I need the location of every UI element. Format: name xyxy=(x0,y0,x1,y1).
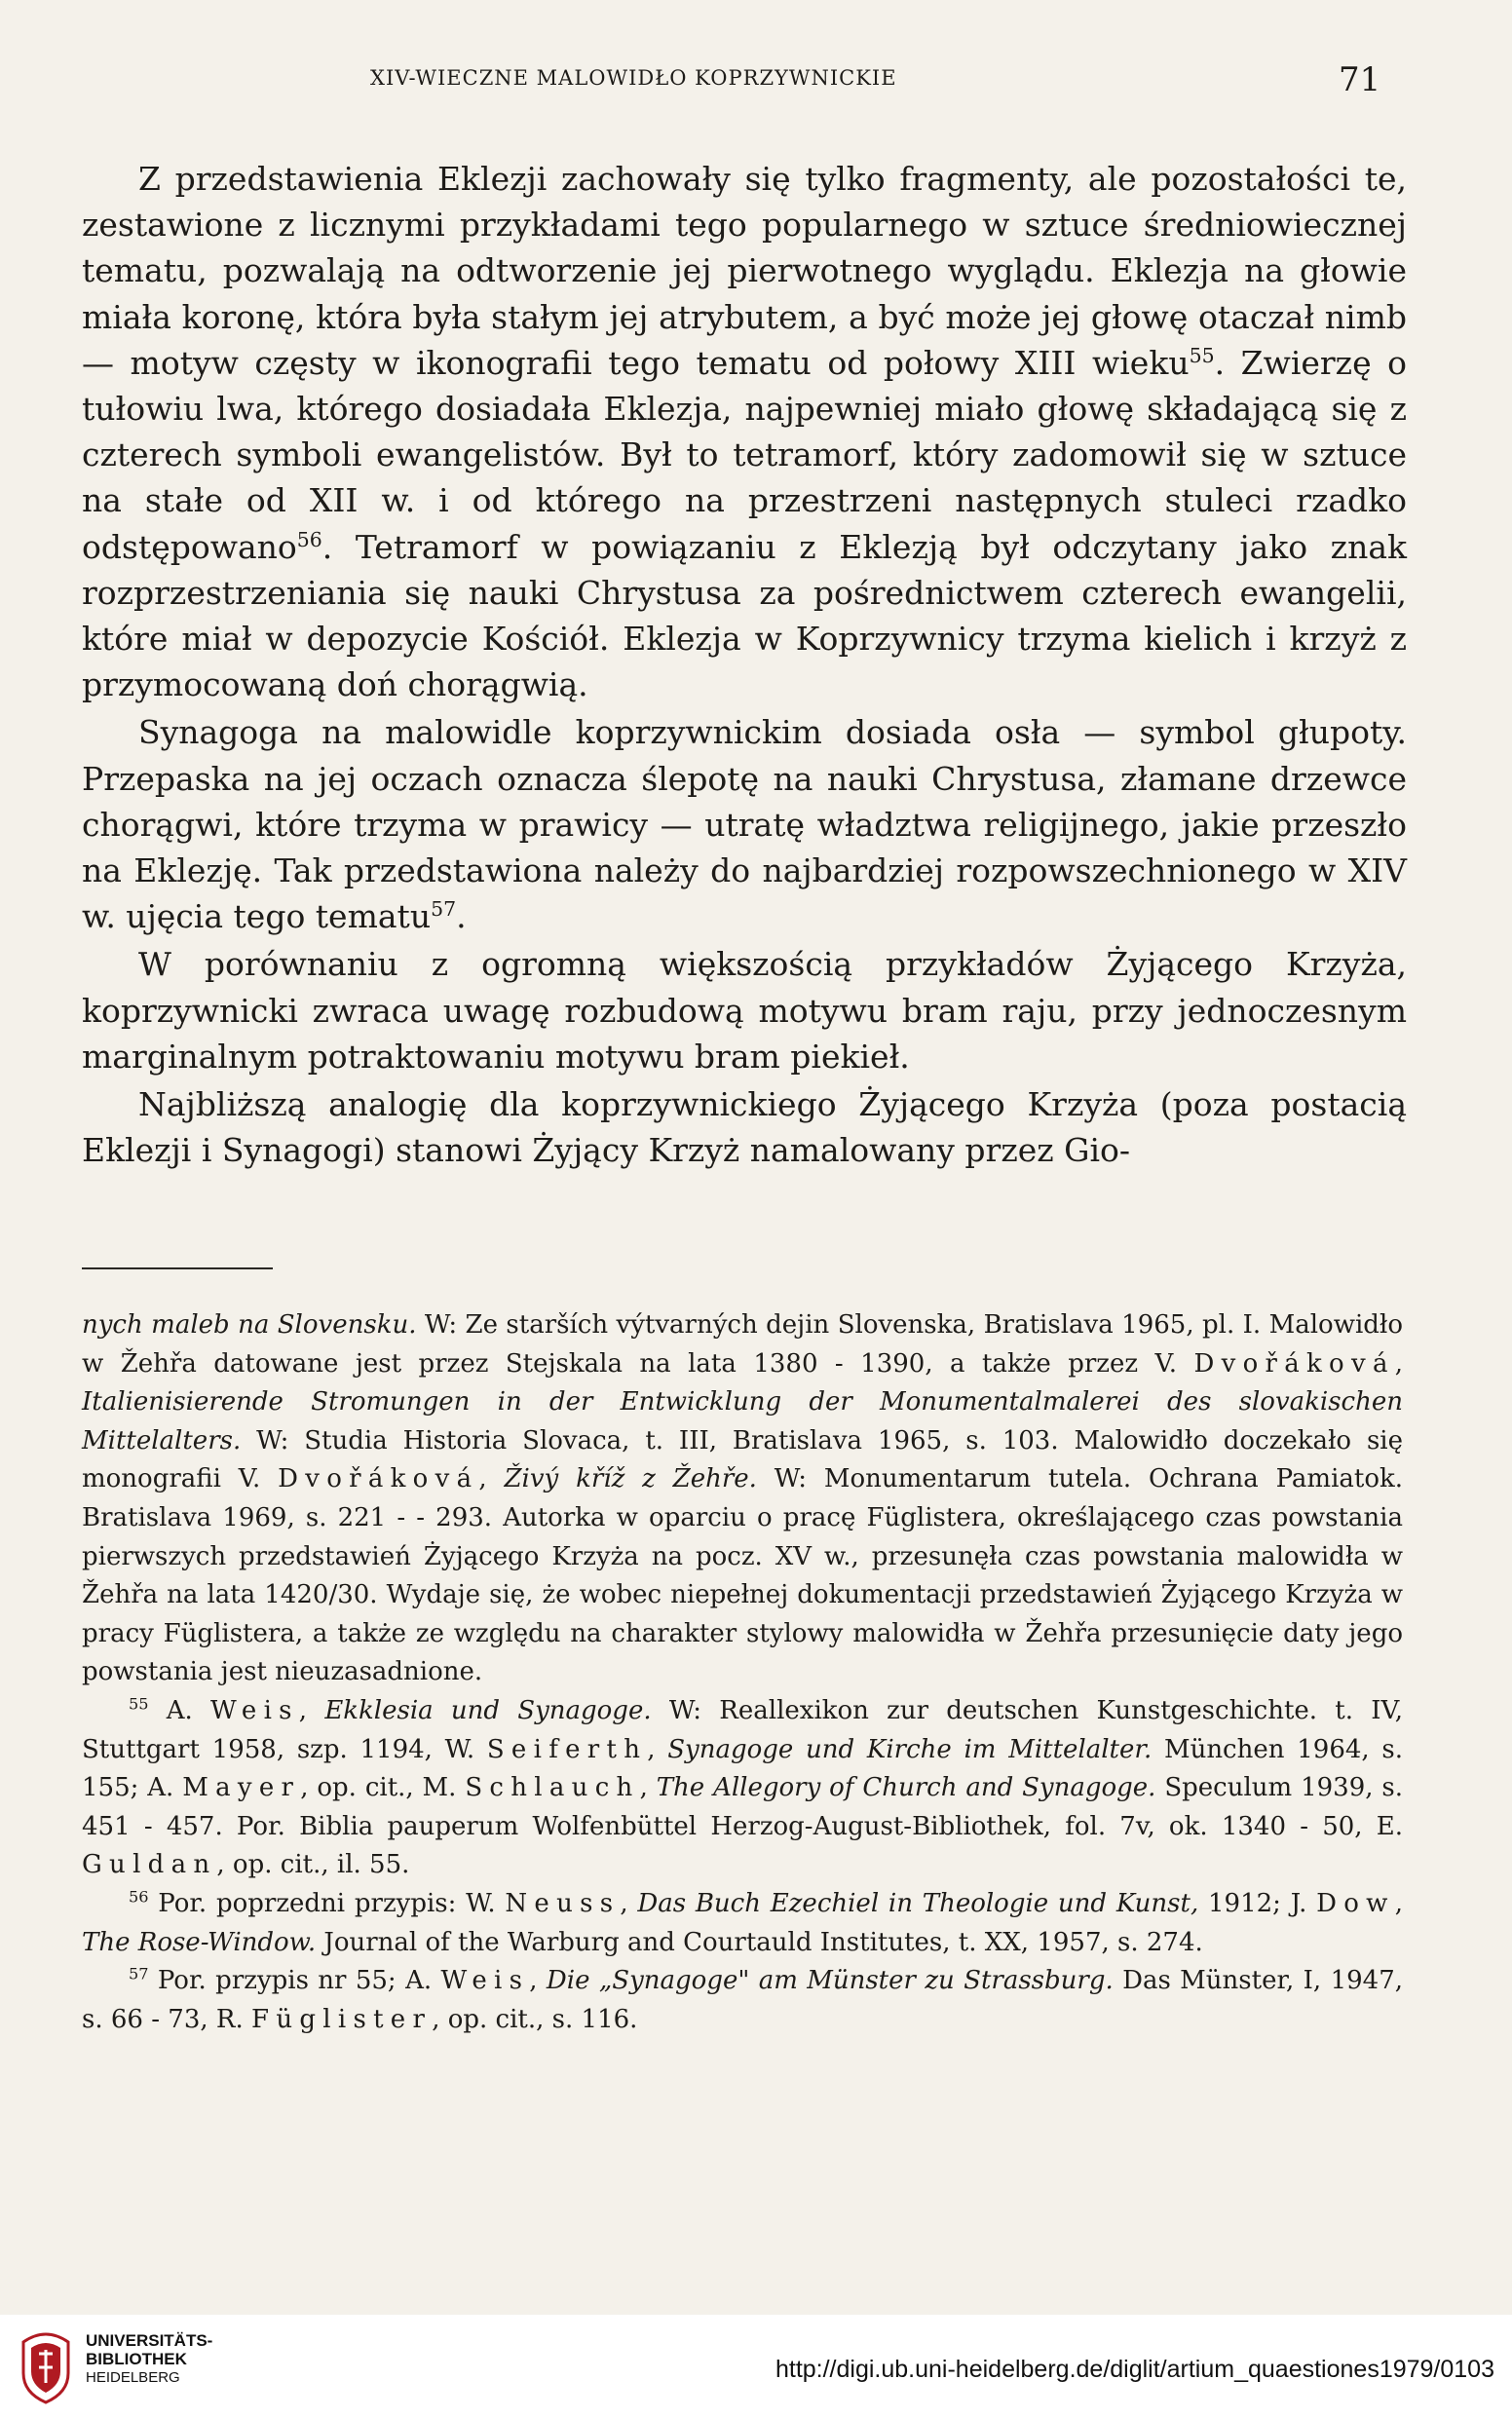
paragraph-comparison: W porównaniu z ogromną większością przykładów Żyjącego Krzyża, koprzywnicki zwraca uwagę rozbudową motywu bram raju, przy jednoczesnym marginalnym potraktowaniu motywu bram piekieł. xyxy=(82,945,1407,1076)
page-number: 71 xyxy=(1339,60,1381,99)
paragraph-synagoga: Synagoga na malowidle koprzywnickim dosiada osła — symbol głupoty. Przepaska na jej oczach oznacza ślepotę na nauki Chrystusa, złamane drzewce chorągwi, które trzyma w prawicy — utratę władztwa religijnego, jakie przeszło na Eklezję. Tak przedstawiona należy do najbardziej rozpowszechnionego w XIV w. ujęcia tego tematu$^{57}$. xyxy=(82,713,1407,936)
library-logo-text: UNIVERSITÄTS- BIBLIOTHEK HEIDELBERG xyxy=(86,2331,213,2386)
footnote-ref-56[interactable]: 56 xyxy=(296,527,322,551)
footnote-number: 55 xyxy=(129,1694,149,1714)
footnote-ref-57[interactable]: 57 xyxy=(431,897,457,922)
footnote-divider xyxy=(82,1267,273,1269)
footnote-number: 57 xyxy=(129,1964,149,1984)
footnote-55: $^{55}$ A. Weis, Ekklesia und Synagoge. W: Reallexikon zur deutschen Kunstgeschichte. t. IV, Stuttgart 1958, szp. 1194, W. Seiferth, Synagoge und Kirche im Mittelalter. München 1964, s. 155; A. Mayer, op. cit., M. Schlauch, The Allegory of Church and Synagoge. Speculum 1939, s. 451 - 457. Por. Biblia pauperum Wolfenbüttel Herzog-August-Bibliothek, fol. 7v, ok. 1340 - 50, E. Guldan, op. cit., il. 55. xyxy=(82,1694,1403,1880)
footnotes xyxy=(82,1306,1403,2039)
paragraph-analogy: Najbliższą analogię dla koprzywnickiego Żyjącego Krzyża (poza postacią Eklezji i Synagogi) stanowi Żyjący Krzyż namalowany przez Gio- xyxy=(82,1085,1407,1170)
main-text xyxy=(82,156,1407,1173)
source-url-link[interactable]: http://digi.ub.uni-heidelberg.de/diglit/artium_quaestiones1979/0103 xyxy=(775,2356,1494,2383)
paragraph-eklezja: Z przedstawienia Eklezji zachowały się tylko fragmenty, ale pozostałości te, zestawione z licznymi przykładami tego popularnego w sztuce średniowiecznej tematu, pozwalają na odtworzenie jej pierwotnego wyglądu. Eklezja na głowie miała koronę, która była stałym jej atrybutem, a być może jej głowę otaczał nimb — motyw częsty w ikonografii tego tematu od połowy XIII wieku$^{55}$. Zwierzę o tułowiu lwa, którego dosiadała Eklezja, najpewniej miało głowę składającą się z czterech symboli ewangelistów. Był to tetramorf, który zadomowił się w sztuce na stałe od XII w. i od którego na przestrzeni następnych stuleci rzadko odstępowano$^{56}$. Tetramorf w powiązaniu z Eklezją był odczytany jako znak rozprzestrzeniania się nauki Chrystusa za pośrednictwem czterech ewangelii, które miał w depozycie Kościół. Eklezja w Koprzywnicy trzyma kielich i krzyż z przymocowaną doń chorągwią. xyxy=(82,160,1408,704)
running-title: XIV-WIECZNE MALOWIDŁO KOPRZYWNICKIE xyxy=(370,66,897,90)
footnote-56: $^{56}$ Por. poprzedni przypis: W. Neuss, Das Buch Ezechiel in Theologie und Kunst, 1912; J. Dow, The Rose-Window. Journal of the Warburg and Courtauld Institutes, t. XX, 1957, s. 274. xyxy=(82,1887,1403,1957)
footnote-ref-55[interactable]: 55 xyxy=(1189,343,1215,367)
footnote-number: 56 xyxy=(129,1887,149,1907)
footnote-continuation: nych maleb na Slovensku. W: Ze starších výtvarných dejin Slovenska, Bratislava 1965, pl. I. Malowidło w Žehřa datowane jest przez Stejskala na lata 1380 - 1390, a także przez V. Dvořáková, Italienisierende Stromungen in der Entwicklung der Monumentalmalerei des slovakischen Mittelalters. W: Studia Historia Slovaca, t. III, Bratislava 1965, s. 103. Malowidło doczekało się monografii V. Dvořáková, Živý kříž z Žehře. W: Monumentarum tutela. Ochrana Pamiatok. Bratislava 1969, s. 221 - - 293. Autorka w oparciu o pracę Füglistera, określającego czas powstania pierwszych przedstawień Żyjącego Krzyża na pocz. XV w., przesunęła czas powstania malowidła w Žehřa na lata 1420/30. Wydaje się, że wobec niepełnej dokumentacji przedstawień Żyjącego Krzyża w pracy Füglistera, a także ze względu na charakter stylowy malowidła w Žehřa przesunięcie daty jego powstania jest nieuzasadnione. xyxy=(82,1310,1404,1687)
library-logo-icon xyxy=(18,2324,74,2404)
footnote-57: $^{57}$ Por. przypis nr 55; A. Weis, Die „Synagoge" am Münster zu Strassburg. Das Münster, I, 1947, s. 66 - 73, R. Füglister, op. cit., s. 116. xyxy=(82,1964,1404,2034)
